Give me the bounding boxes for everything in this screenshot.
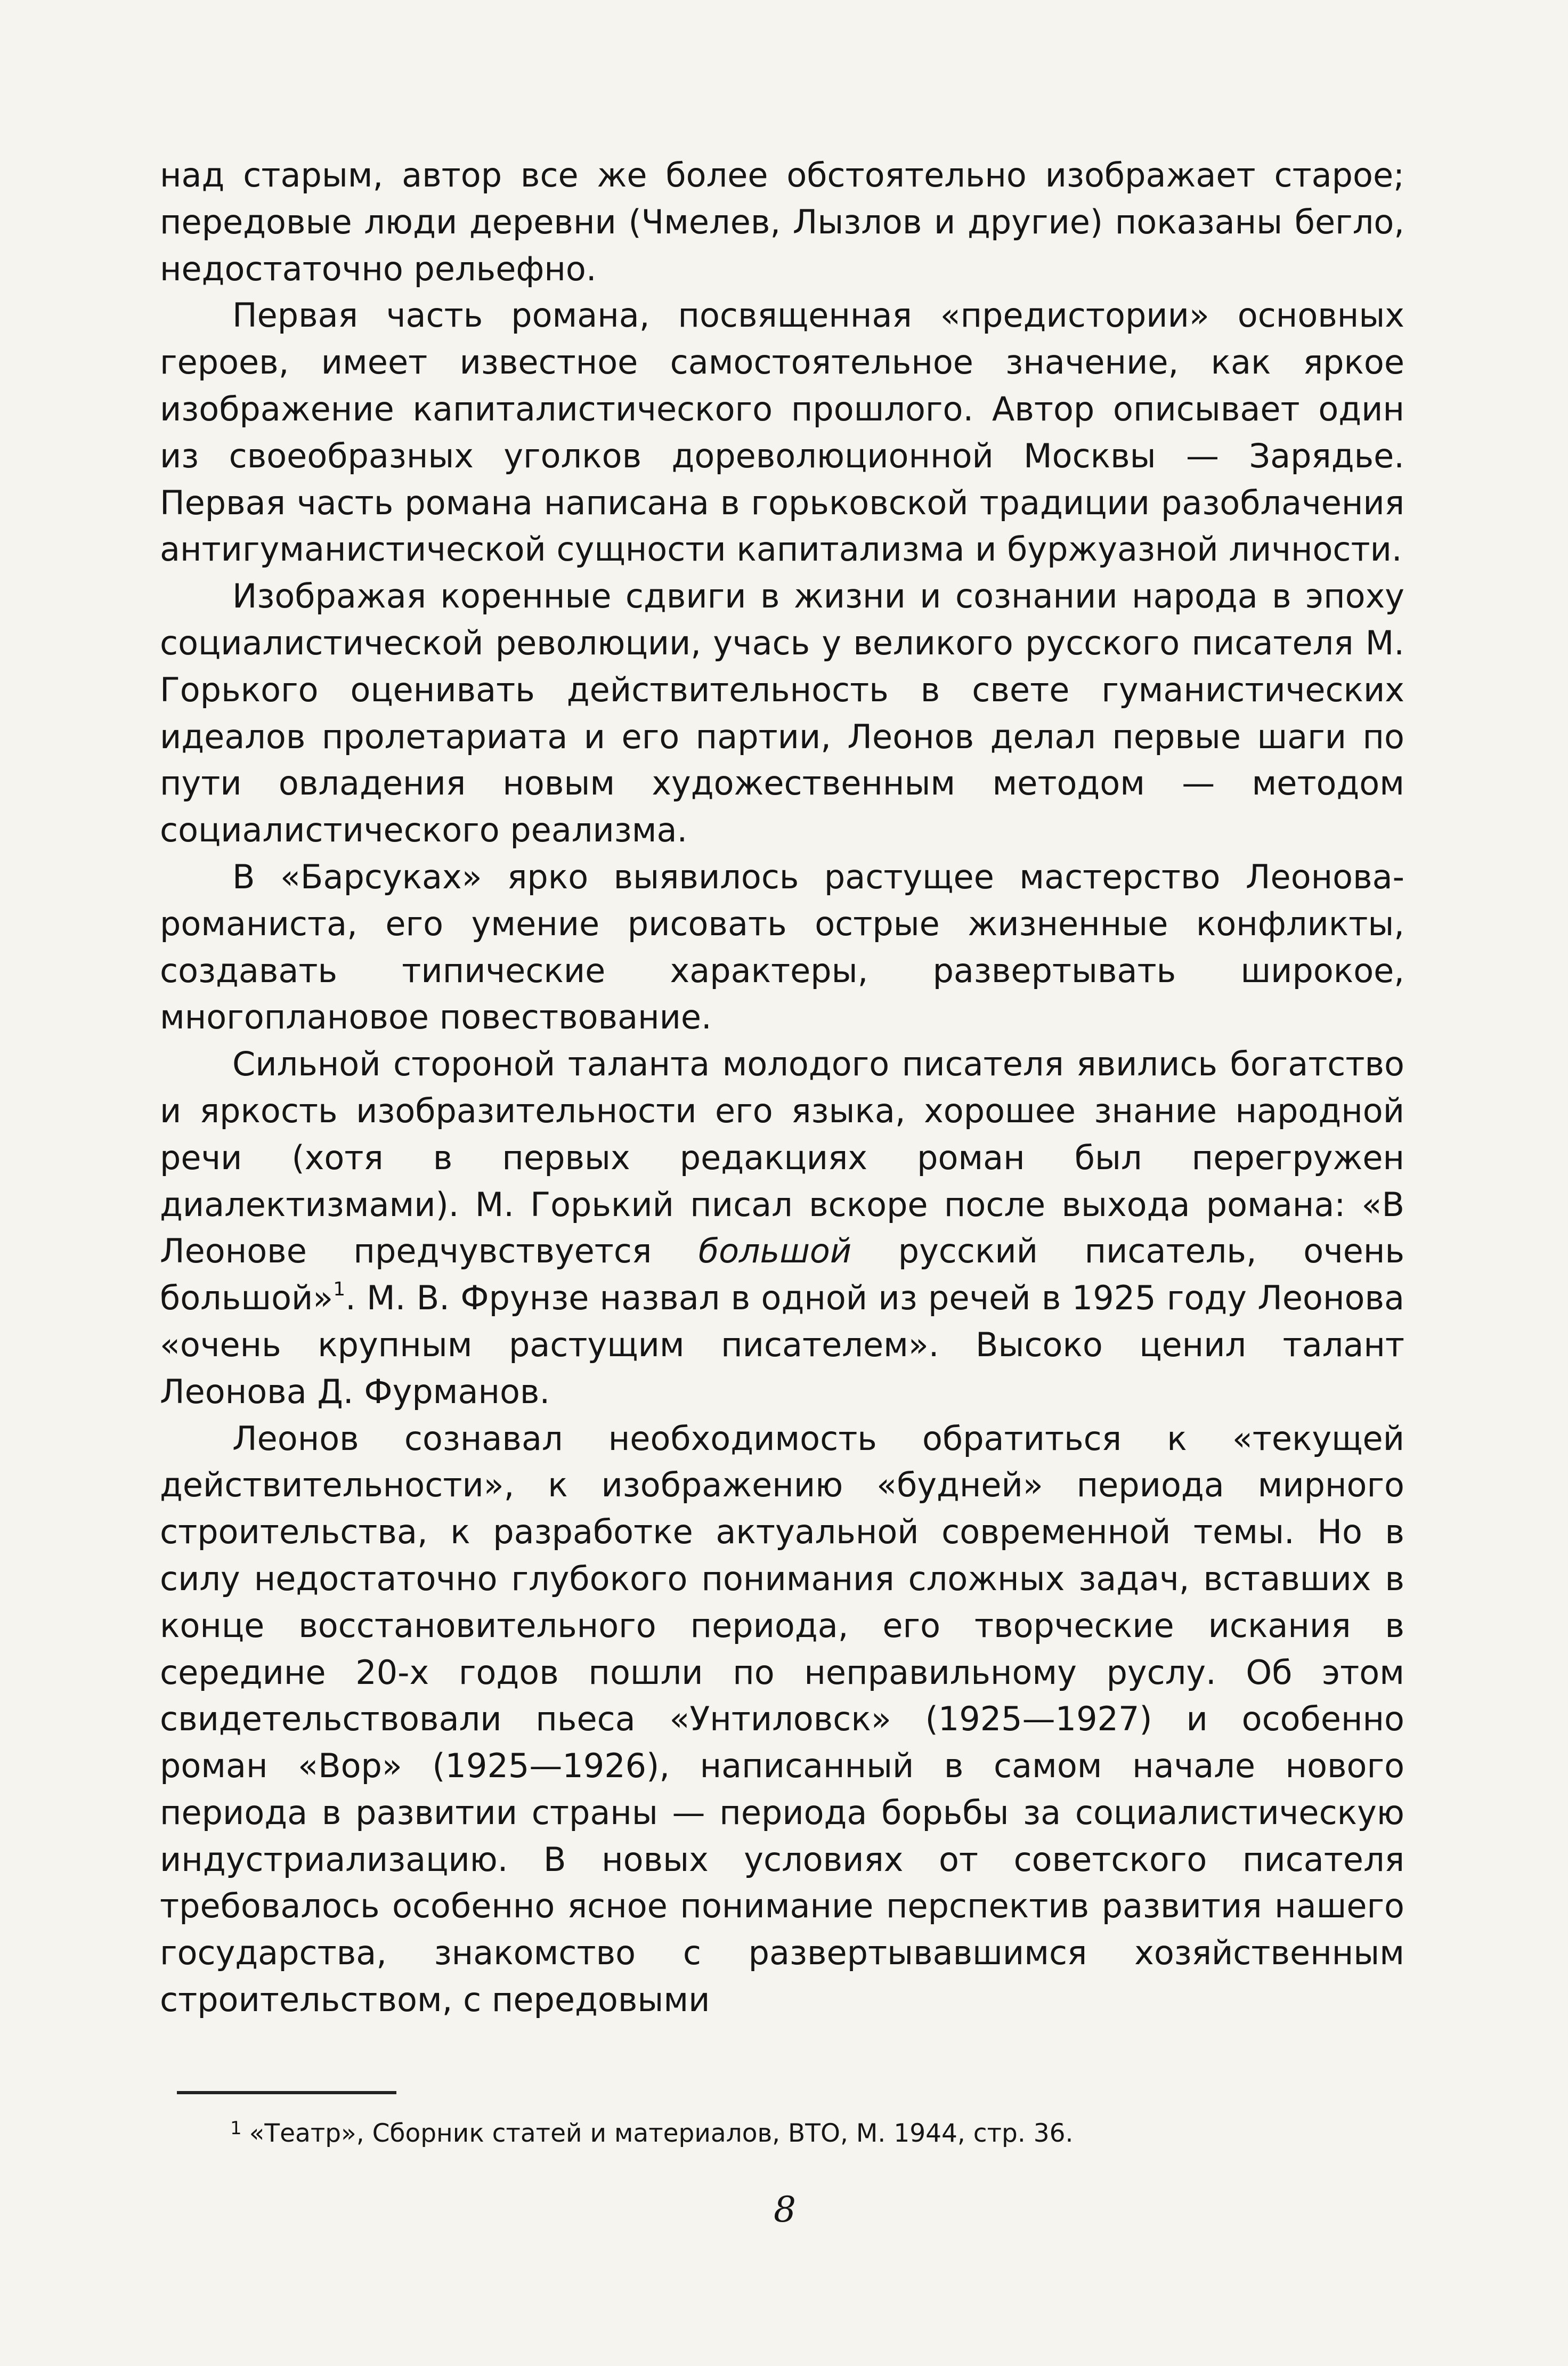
paragraph-6: Леонов сознавал необходимость обратиться к «текущей действительности», к изображению «будней» периода мирного строительства, к разработке актуальной современной темы. Но в силу недостаточно глубокого понимания сложных задач, вставших в конце восстановительного периода, его творческие искания в середине 20-х годов пошли по неправильному руслу. Об этом свидетельствовали пьеса «Унтиловск» (1925—1927) и особенно роман «Вор» (1925—1926), написанный в самом начале нового периода в развитии страны — периода борьбы за социалистическую индустриализацию. В новых условиях от советского писателя требовалось особенно ясное понимание перспектив развития нашего государства, знакомство с развертывавшимся хозяйственным строительством, с передовыми [160,1419,1404,2020]
paragraph-5-text-after: русский писатель, очень большой» [160,1231,1404,1318]
paragraph-1: над старым, автор все же более обстоятельно изображает старое; передовые люди деревни (Чмелев, Лызлов и другие) показаны бегло, недостаточно рельефно. [160,156,1404,288]
footnote-mark: 1 [230,2118,242,2139]
footnote-divider [177,2091,396,2094]
paragraph-2: Первая часть романа, посвященная «предистории» основных героев, имеет известное самостоятельное значение, как яркое изображение капиталистического прошлого. Автор описывает один из своеобразных уголков дореволюционной Москвы — Зарядье. Первая часть романа написана в горьковской традиции разоблачения антигуманистической сущности капитализма и буржуазной личности. [160,296,1404,569]
page-body [160,152,1404,2023]
paragraph-5-emphasis: большой [698,1231,852,1271]
paragraph-5-text-before: Сильной стороной таланта молодого писателя явились богатство и яркость изобразительности его языка, хорошее знание народной речи (хотя в первых редакциях роман был перегружен диалектизмами). М. Горький писал вскоре после выхода романа: «В Леонове предчувствуется [160,1044,1404,1271]
page-number: 8 [774,2189,796,2230]
footnote [230,2111,1402,2151]
paragraph-5-text-tail: . М. В. Фрунзе назвал в одной из речей в 1925 году Леонова «очень крупным растущим писателем». Высоко ценил талант Леонова Д. Фурманов. [160,1278,1404,1411]
footnote-text: «Театр», Сборник статей и материалов, ВТО, М. 1944, стр. 36. [249,2119,1074,2148]
paragraph-3: Изображая коренные сдвиги в жизни и сознании народа в эпоху социалистической революции, учась у великого русского писателя М. Горького оценивать действительность в свете гуманистических идеалов пролетариата и его партии, Леонов делал первые шаги по пути овладения новым художественным методом — методом социалистического реализма. [160,577,1404,850]
paragraph-4: В «Барсуках» ярко выявилось растущее мастерство Леонова-романиста, его умение рисовать острые жизненные конфликты, создавать типические характеры, развертывать широкое, многоплановое повествование. [160,857,1404,1037]
footnote-reference[interactable]: 1 [333,1278,346,1301]
paragraph-5 [160,1041,1404,1415]
